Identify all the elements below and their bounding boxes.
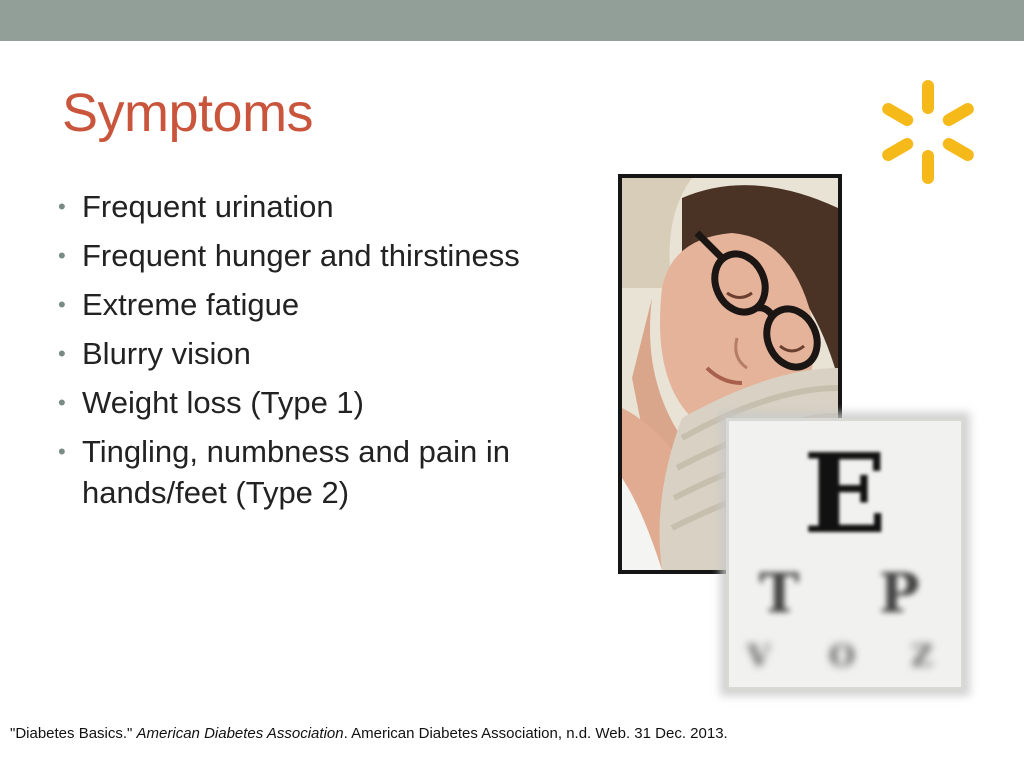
list-item-text: Frequent hunger and thirstiness	[82, 238, 520, 273]
list-item	[58, 382, 598, 423]
eye-chart-letter: T	[759, 561, 800, 625]
symptom-list	[58, 186, 598, 521]
slide-title: Symptoms	[62, 83, 314, 143]
list-item-text: Weight loss (Type 1)	[82, 385, 364, 420]
list-item	[58, 284, 598, 325]
citation	[10, 723, 750, 744]
bullet-dot-icon: •	[58, 439, 66, 464]
list-item-text: Blurry vision	[82, 336, 251, 371]
citation-source: American Diabetes Association	[136, 725, 344, 742]
list-item	[58, 333, 598, 374]
eye-chart-letter: O	[829, 639, 856, 674]
list-item	[58, 186, 598, 227]
bullet-dot-icon: •	[58, 390, 66, 415]
eye-chart-letter: V	[747, 639, 771, 674]
blurry-eye-chart	[726, 418, 964, 690]
eye-chart-letter: Z	[911, 639, 933, 674]
citation-part3: . American Diabetes Association, n.d. Web. 31 Dec. 2013.	[343, 725, 728, 742]
bullet-dot-icon: •	[58, 341, 66, 366]
bullet-dot-icon: •	[58, 292, 66, 317]
eye-chart-letter: P	[879, 561, 920, 625]
list-item	[58, 431, 598, 513]
list-item-text: Extreme fatigue	[82, 287, 300, 322]
eye-chart-letter-large: E	[803, 429, 887, 558]
top-band	[0, 0, 1024, 41]
bullet-dot-icon: •	[58, 194, 66, 219]
list-item	[58, 235, 598, 276]
list-item-text: Tingling, numbness and pain in hands/feet (Type 2)	[82, 434, 510, 510]
bullet-dot-icon: •	[58, 243, 66, 268]
spark-icon	[872, 76, 984, 188]
list-item-text: Frequent urination	[82, 189, 334, 224]
citation-part1: "Diabetes Basics."	[10, 725, 137, 742]
